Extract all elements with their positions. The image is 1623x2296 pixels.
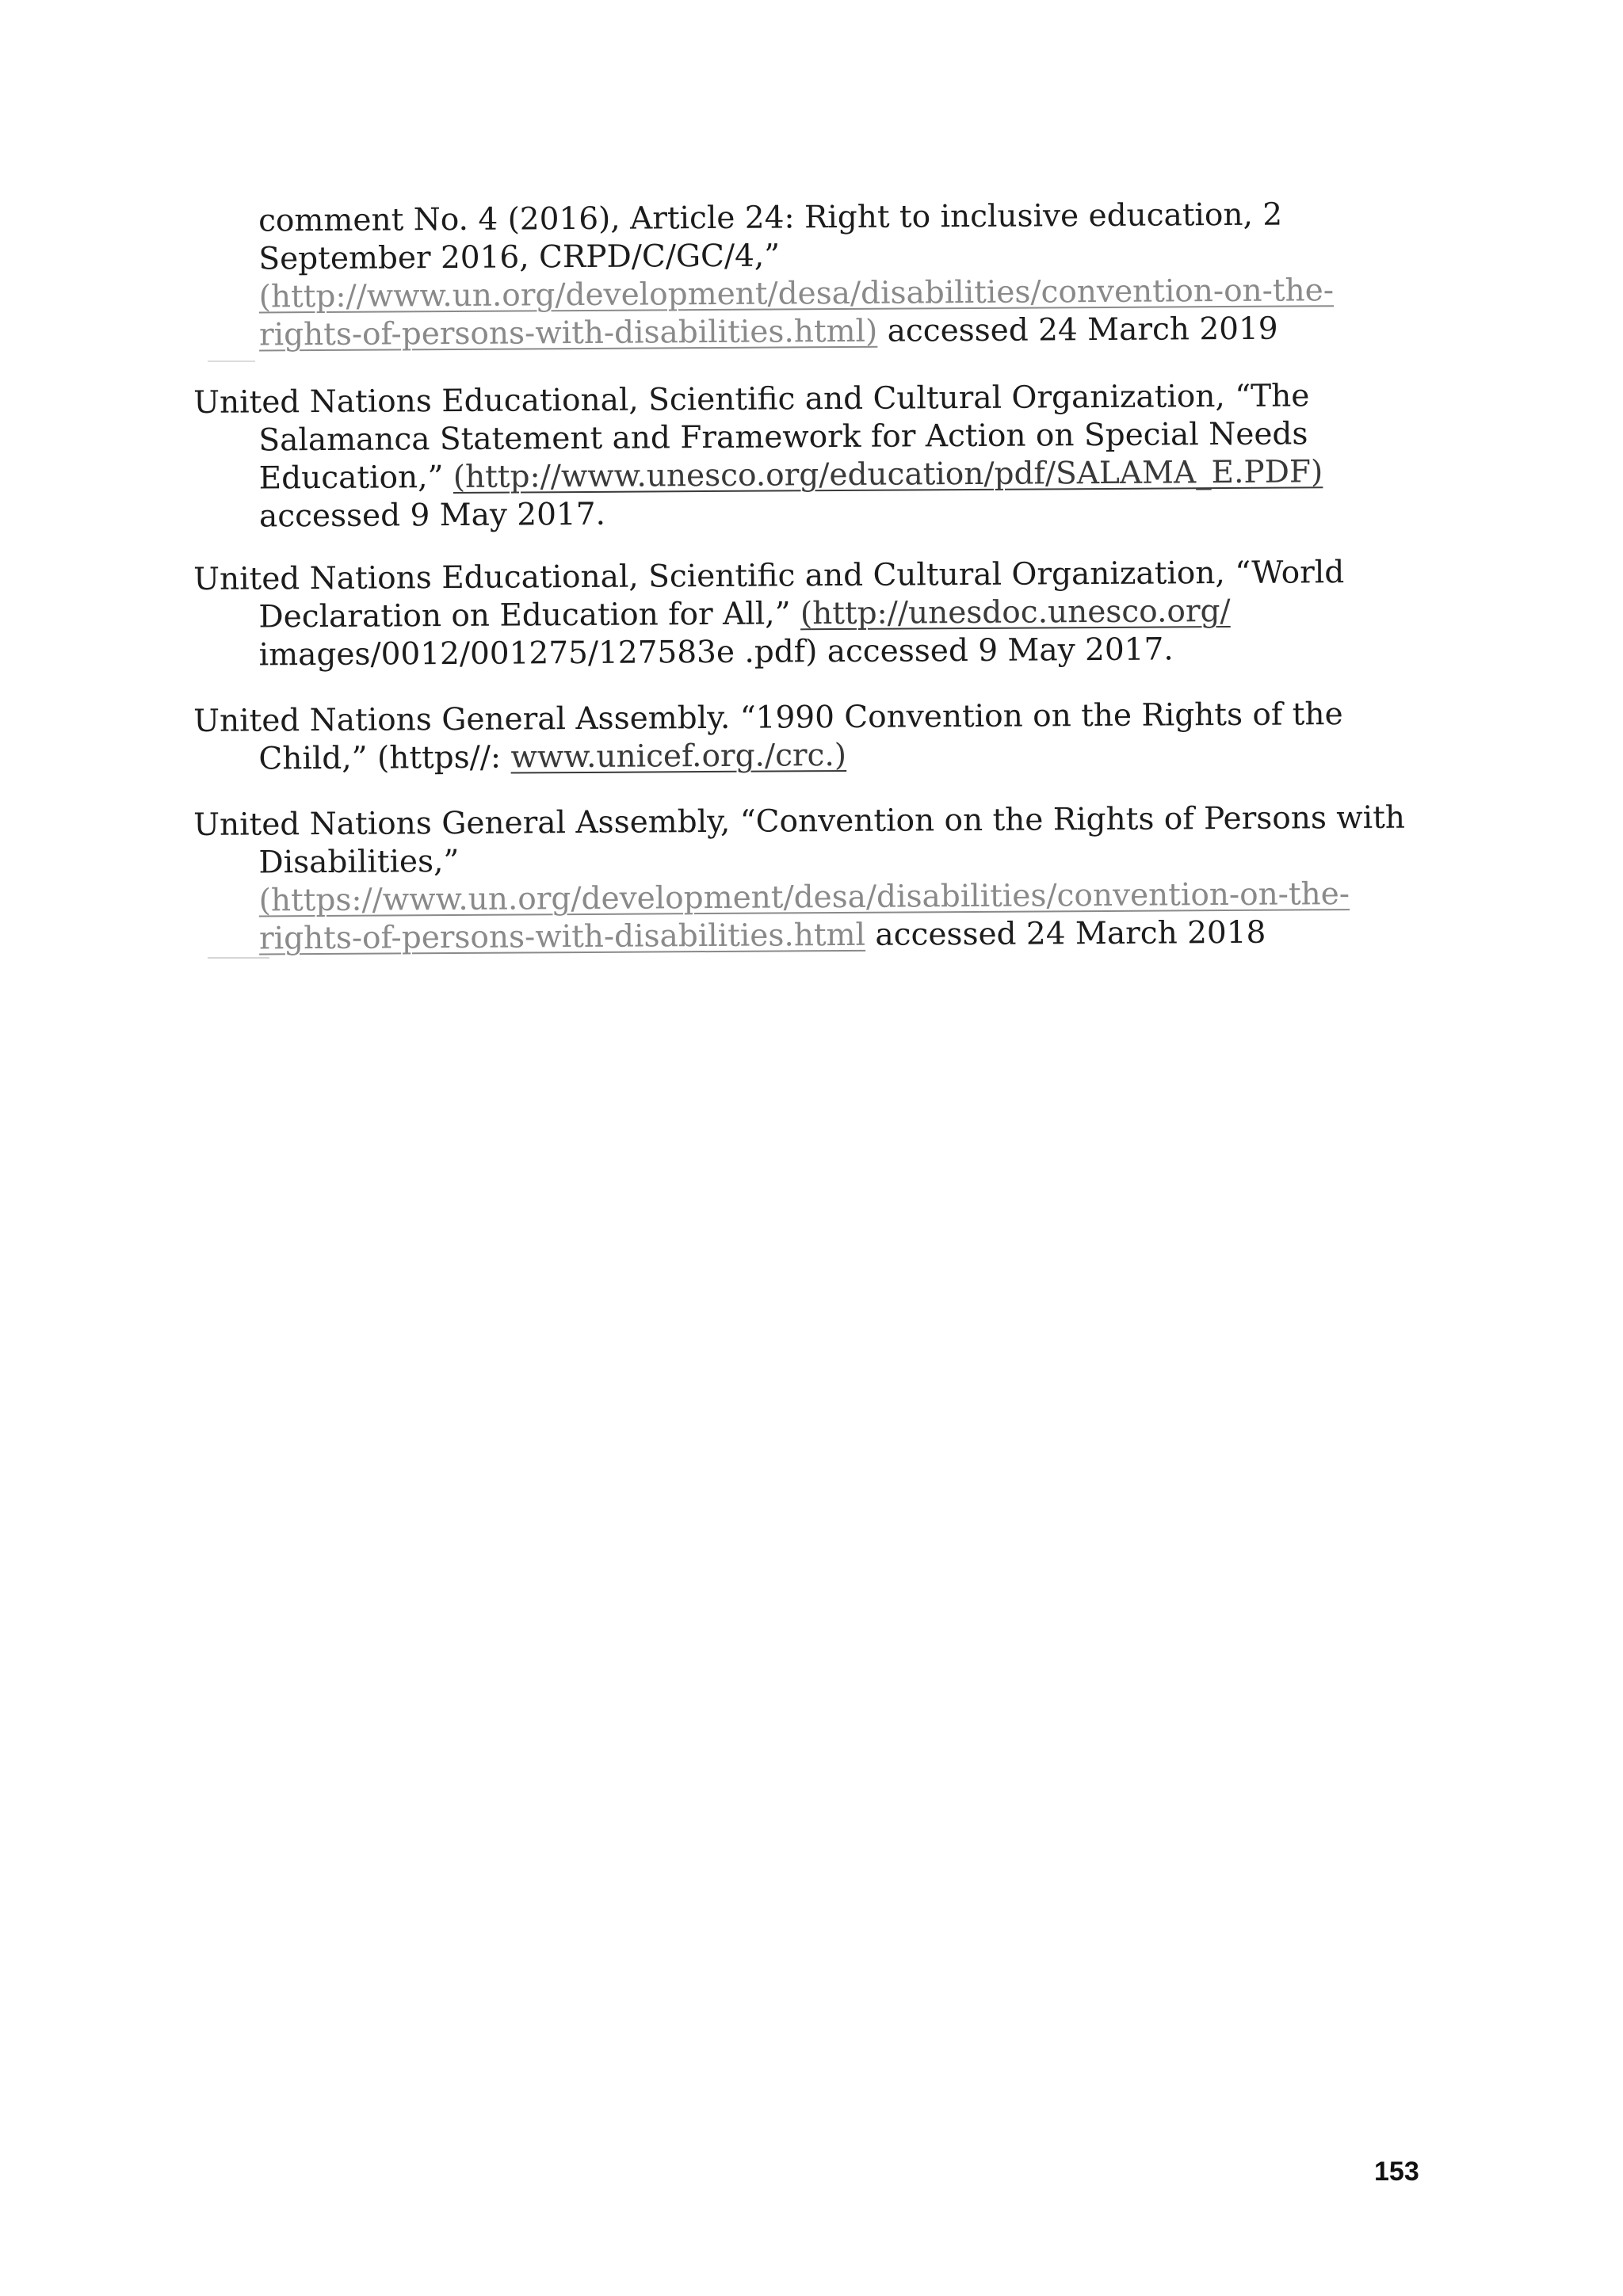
entry-text: accessed 24 March 2018 (865, 914, 1266, 953)
entry-url[interactable]: (https://www.un.org/development/desa/disabilities/convention-on-the- (258, 876, 1350, 919)
bibliography-entry-5 (193, 799, 1406, 959)
entry-text: United Nations Educational, Scientific and Cultural Organization, “The (193, 378, 1310, 421)
entry-line (193, 696, 1343, 741)
entry-text: United Nations General Assembly, “Convention on the Rights of Persons with (193, 799, 1406, 843)
entry-line (194, 453, 1327, 498)
entry-url[interactable]: rights-of-persons-with-disabilities.html (258, 917, 866, 957)
entry-url[interactable]: (http://www.unesco.org/education/pdf/SALAMA_E.PDF) (453, 454, 1323, 495)
entry-url[interactable]: rights-of-persons-with-disabilities.html) (258, 313, 878, 353)
entry-text: Disabilities,” (258, 843, 460, 881)
entry-line (193, 415, 1327, 460)
entry-url[interactable]: www.unicef.org./crc.) (510, 737, 847, 776)
entry-text: Salamanca Statement and Framework for Action on Special Needs (258, 416, 1308, 459)
entry-line (194, 913, 1327, 959)
entry-text: images/0012/001275/127583e .pdf) accessed 9 May 2017. (258, 631, 1174, 673)
entry-line (193, 196, 1327, 241)
entry-line (193, 592, 1327, 637)
entry-text: accessed 9 May 2017. (258, 496, 606, 535)
entry-line (193, 799, 1406, 845)
page-number: 153 (1374, 2157, 1419, 2187)
entry-line (194, 630, 1327, 675)
entry-line (194, 875, 1350, 921)
entry-line (193, 377, 1327, 422)
scan-artifact (208, 360, 255, 362)
bibliography-entry-1 (193, 196, 1335, 355)
entry-line (193, 734, 1327, 779)
entry-text: comment No. 4 (2016), Article 24: Right to inclusive education, 2 (258, 196, 1283, 239)
entry-text: accessed 24 March 2019 (877, 311, 1278, 349)
entry-text: September 2016, CRPD/C/GC/4,” (258, 238, 781, 277)
entry-line (193, 234, 1327, 279)
bibliography-entry-2 (193, 377, 1327, 536)
bibliography-entry-4 (193, 696, 1343, 779)
entry-text: Education,” (258, 459, 453, 497)
entry-url[interactable]: (http://unesdoc.unesco.org/ (800, 593, 1231, 632)
scan-artifact (208, 957, 269, 959)
entry-text: Child,” (https//: (258, 739, 511, 777)
entry-line (194, 310, 1327, 355)
entry-text: United Nations Educational, Scientific and Cultural Organization, “World (193, 555, 1345, 597)
entry-text: Declaration on Education for All,” (258, 596, 801, 635)
entry-line (194, 272, 1335, 317)
entry-line (193, 837, 1327, 883)
entry-line (194, 491, 1327, 536)
entry-text: United Nations General Assembly. “1990 Convention on the Rights of the (193, 696, 1343, 739)
entry-url[interactable]: (http://www.un.org/development/desa/disabilities/convention-on-the- (258, 273, 1335, 315)
entry-line (193, 554, 1345, 599)
bibliography-entry-3 (193, 554, 1345, 675)
